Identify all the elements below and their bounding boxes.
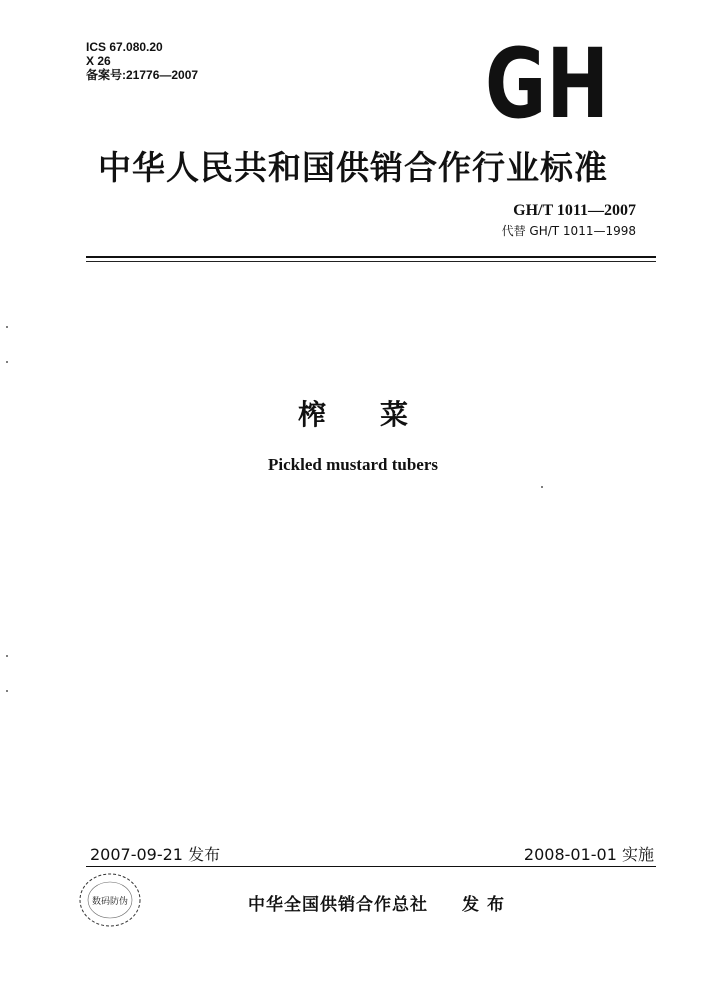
publisher-name: 中华全国供销合作总社 — [248, 895, 428, 915]
scan-speck — [6, 690, 8, 692]
standard-code-block — [502, 202, 636, 239]
header-rule — [86, 256, 656, 258]
gh-logo-text: GH — [485, 28, 609, 140]
category-code: X 26 — [86, 54, 111, 68]
scan-speck — [541, 486, 543, 488]
document-metadata — [86, 40, 198, 82]
anti-counterfeit-stamp — [76, 870, 144, 930]
document-title-english: Pickled mustard tubers — [268, 455, 438, 474]
footer-rule — [86, 866, 656, 867]
effective-date: 2008-01-01 实施 — [523, 845, 654, 864]
standard-number: GH/T 1011—2007 — [513, 202, 636, 219]
scan-speck — [6, 361, 8, 363]
gh-logo — [484, 28, 610, 140]
ics-code: ICS 67.080.20 — [86, 40, 163, 54]
issue-date: 2007-09-21 发布 — [90, 845, 221, 864]
document-title-chinese: 榨菜 — [297, 398, 462, 431]
scan-speck — [6, 655, 8, 657]
header-rule-thin — [86, 261, 656, 262]
standard-title: 中华人民共和国供销合作行业标准 — [98, 148, 608, 187]
publish-label: 发布 — [462, 895, 512, 915]
stamp-text: 数码防伪 — [91, 897, 129, 907]
replaces-standard: 代替 GH/T 1011—1998 — [501, 224, 636, 238]
filing-number: 备案号:21776—2007 — [86, 68, 199, 82]
scan-speck — [6, 326, 8, 328]
